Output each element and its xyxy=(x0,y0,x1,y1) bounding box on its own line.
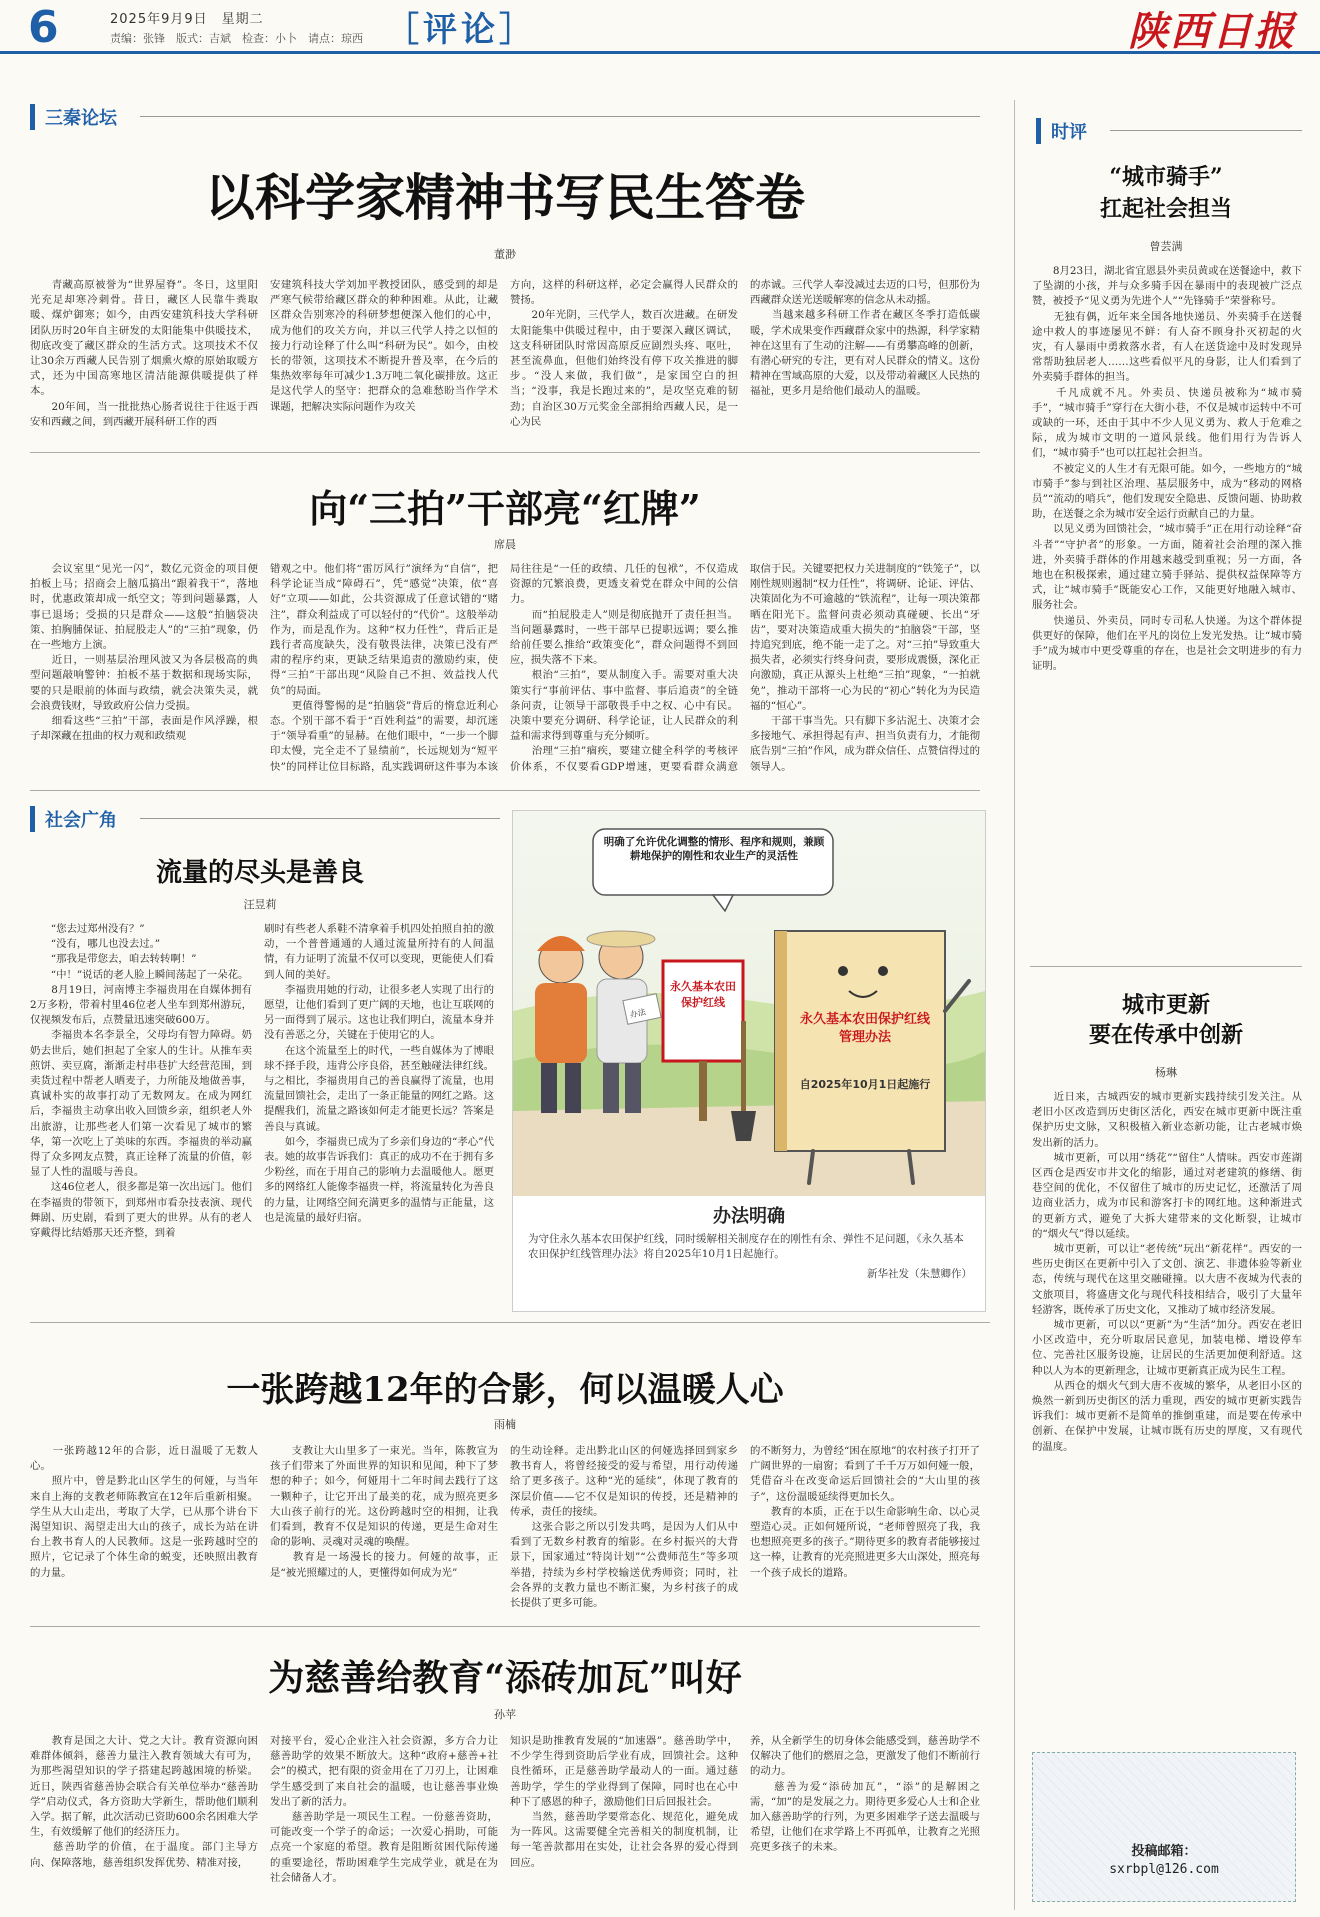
article2-byline: 席晨 xyxy=(494,538,516,551)
label-rule xyxy=(1110,130,1302,131)
side2-body: 近日来，古城西安的城市更新实践持续引发关注。从老旧小区改造到历史街区活化，西安在城市更新中既注重保护历史文脉，又积极植入新业态新功能，让古老城市焕发出新的活力。 城市更新，可以用“绣花”“留住”人情味。西安市莲湖区西仓是西安市井文化的缩影，通过对老建筑的修缮、街巷空间的优化，不仅留住了城市的历史记忆，还激活了周边商业活力，成为市民和游客打卡的网红地。这种渐进式的更新方式，避免了大拆大建带来的文化断裂，让城市的“烟火气”得以延续。 城市更新，可以让“老传统”玩出“新花样”。西安的一些历史街区在更新中引入了文创、演艺、非遗体验等新业态，传统与现代在这里交融碰撞。以大唐不夜城为代表的文旅项目，将盛唐文化与现代科技相结合，吸引了大量年轻游客，既传承了历史文化，又推动了城市经济发展。 城市更新，可以以“更新”为“生活”加分。西安在老旧小区改造中，充分听取居民意见，加装电梯、增设停车位、完善社区服务设施，让居民的生活更加便利舒适。这种以人为本的更新理念，让城市更新真正成为民生工程。 从西仓的烟火气到大唐不夜城的繁华，从老旧小区的焕然一新到历史街区的活力重现，西安的城市更新实践告诉我们：城市更新不是简单的推倒重建，而是要在传承中创新、在保护中发展，让城市既有历史的厚度，又有现代的温度。 xyxy=(1032,1091,1302,1453)
article1-col4: 的赤诚。三代学人奉没减过去迈的口号，但那份为西藏群众送光送暖解寒的信念从未动摇。 当越来越多科研工作者在藏区冬季打造低碳暖，学术成果变作西藏群众家中的热源，科学家精神在这里有了生动的注解——有勇攀高峰的创新，有潜心研究的专注，更有对人民群众的情义。这份精神在雪域高原的大爱，以及带动着藏区人民热的福祉，更多月是给他们最动人的温暖。 xyxy=(750,279,980,398)
submission-box xyxy=(1032,1752,1296,1902)
side2-byline: 杨琳 xyxy=(1155,1066,1177,1079)
farmer2-straw-hat xyxy=(587,931,655,947)
section-rule xyxy=(1030,966,1302,967)
farmer2-leg xyxy=(625,1063,641,1113)
article5-col3: 知识是助推教育发展的“加速器”。慈善助学中，不少学生得到资助后学业有成，回馈社会。这种良性循环，正是慈善助学最动人的一面。通过慈善助学，学生的学业得到了保障，同时也在心中种下了感恩的种子，激励他们日后回报社会。 当然，慈善助学要常态化、规范化，避免成为一阵风。这需要健全完善相关的制度机制，让每一笔善款都用在实处，让社会各界的爱心得到回应。 xyxy=(510,1735,738,1869)
article5-col1: 教育是国之大计、党之大计。教育资源向困难群体倾斜，慈善力量注入教育领域大有可为，为那些渴望知识的学子搭建起跨越困境的桥梁。近日，陕西省慈善协会联合有关单位举办“慈善助学”启动仪式，各方资助大学新生，帮助他们顺利入学。据了解，此次活动已资助600余名困难大学生，有效缓解了他们的经济压力。 慈善助学的价值，在于温度。部门主导方向、保障落地，慈善组织发挥优势、精准对接， xyxy=(30,1735,258,1869)
page-number: 6 xyxy=(28,2,59,53)
submission-email[interactable]: sxrbpl@126.com xyxy=(1109,1862,1219,1877)
book-date-text: 自2025年10月1日起施行 xyxy=(799,1078,931,1091)
book-eye-left xyxy=(838,966,848,976)
sign-text: 永久基本农田保护红线 xyxy=(670,980,736,1009)
column-divider xyxy=(1014,100,1015,1910)
article5-byline: 孙苹 xyxy=(494,1708,516,1721)
book-spine xyxy=(775,931,787,1151)
submission-label: 投稿邮箱： xyxy=(1131,1844,1197,1859)
article1-title: 以科学家精神书写民生答卷 xyxy=(205,168,805,227)
article1-byline: 董渺 xyxy=(494,248,516,261)
cartoon-title: 办法明确 xyxy=(713,1206,785,1227)
article5-col2: 对接平台，爱心企业注入社会资源，多方合力让慈善助学的效果不断放大。这种“政府+慈善+社会”的模式，把有限的资金用在了刀刃上，让困难学生感受到了来自社会的温暖，也让慈善事业焕发出了新的活力。 慈善助学是一项民生工程。一份慈善资助，可能改变一个学子的命运；一次爱心捐助，可能点亮一个家庭的希望。教育是阻断贫困代际传递的重要途径，帮助困难学生完成学业，就是在为社会储备人才。 xyxy=(270,1735,498,1884)
article4-col2: 支教让大山里多了一束光。当年，陈教宣为孩子们带来了外面世界的知识和见闻，种下了梦想的种子；如今，何娅用十二年时间去践行了这一颗种子，让它开出了最美的花，成为照亮更多大山孩子前行的光。这份跨越时空的相拥，让我们看到，教育不仅是知识的传递，更是生命对生命的影响、灵魂对灵魂的唤醒。 教育是一场漫长的接力。何娅的故事，正是“被光照耀过的人，更懂得如何成为光” xyxy=(270,1445,498,1579)
article2-col1: 会议室里“见光一闪”，数亿元资金的项目便拍板上马；招商会上脑瓜搞出“跟着我干”，落地时，优惠政策却成一纸空文；等到问题暴露，人事已退场；受损的只是群众——这般“拍脑袋决策、拍胸脯保证、拍屁股走人”的“三拍”现象，仍在一些地方上演。 近日，一则基层治理风波又为各层极高的典型问题敲响警钟：拍板不基于数据和现场实际，要的只是眼前的体面与政绩，就会决策失灵，就会浪费钱财，导致政府公信力受损。 细看这些“三拍”干部，表面是作风浮躁，根子却深藏在扭曲的权力观和政绩观 xyxy=(30,563,258,743)
paper-logo: 陕西日报 xyxy=(1128,8,1296,55)
article1-col3: 方向，这样的科研这样，必定会赢得人民群众的赞扬。 20年光阴，三代学人，数百次进藏。在研发太阳能集中供暖过程中，由于要深入藏区调试，这支科研团队时常因高原反应剧烈头疼、呕吐，甚至流鼻血，但他们始终没有停下攻关推进的脚步。“没人来做，我们做”，是家国空白的担当；“没事，我是长跑过来的”，是攻坚克难的韧劲；自治区30万元奖金全部捐给西藏人民，是一心为民 xyxy=(510,279,738,428)
side1-byline: 曾芸满 xyxy=(1149,240,1183,253)
book-title-text: 永久基本农田保护红线管理办法 xyxy=(799,1012,930,1045)
section-rule xyxy=(30,452,980,453)
article3-col1: “您去过郑州没有？” “没有，哪儿也没去过。” “那我是带您去，咱去转转啊！” “中！”说话的老人脸上瞬间荡起了一朵花。 8月19日，河南博主李福贵用在自媒体拥有2万多粉，带着村里46位老人坐车到郑州游玩，仅视频发布后，点赞量迅速突破600万。 李福贵本名李景全，父母均有智力障碍。奶奶去世后，她们担起了全家人的生计。从推车卖煎饼、卖豆腐，渐渐走村串巷扩大经营范围，到卖货过程中帮老人晒麦子，力所能及地做善事，真诚朴实的故事打动了无数网友。在成为网红后，李福贵主动拿出收入回馈乡亲，组织老人外出旅游，让那些老人们第一次看见了城市的繁华，第一次吃上了美味的东西。李福贵的举动赢得了众多网友点赞，真正诠释了流量的价值，彰显了人性的温暖与善良。 这46位老人，很多都是第一次出远门。他们在李福贵的带领下，到郑州市看杂技表演、现代舞剧、历史剧，看到了更大的世界。从有的老人穿戴得比结婚那天还齐整，到着 xyxy=(30,923,252,1240)
speech-text: 明确了允许优化调整的情形、程序和规则，兼顾耕地保护的刚性和农业生产的灵活性 xyxy=(603,836,825,862)
cartoon-drawing xyxy=(513,811,985,1196)
column-label-shehui: 社会广角 xyxy=(30,806,117,832)
article1-col1: 青藏高原被誉为“世界屋脊”。冬日，这里阳光充足却寒冷刺骨。昔日，藏区人民靠牛粪取暖、煤炉御寒；如今，由西安建筑科技大学科研团队历时20年自主研发的太阳能集中供暖技术，彻底改变了藏区群众的生活方式。这项技术不仅让30余万西藏人民告别了烟熏火燎的原始取暖方式，还为中国高寒地区清洁能源供暖提供了样本。 20年间，当一批批热心肠者说往于往返于西安和西藏之间，到西藏开展科研工作的西 xyxy=(30,279,258,428)
section-title: ［评论］ xyxy=(385,10,537,50)
article5-title: 为慈善给教育“添砖加瓦”叫好 xyxy=(268,1657,742,1699)
masthead xyxy=(0,0,1320,54)
column-label-sanqin: 三秦论坛 xyxy=(30,104,117,130)
label-rule xyxy=(140,818,500,819)
shovel-handle xyxy=(741,1021,746,1111)
article2-col2: 错观之中。他们将“雷厉风行”演绎为“自信”，把科学论证当成“障碍石”，凭“感觉”决策，依“喜好”立项——如此，公共资源成了任意试错的“赌注”，群众利益成了可以轻付的“代价”。这般举动作为，而是乱作为。这种“权力任性”，背后正是践行者高度缺失，没有敬畏法律，决策已没有严肃的程序约束，更缺乏结果追责的激励约束，使得“三拍”干部出现“风险自己不担、效益找人代负”的局面。 更值得警惕的是“拍脑袋”背后的惰怠近利心态。个别干部不看于“百姓利益”的需要，却沉迷于“领导看重”的显赫。在他们眼中，“一步一个脚印太慢，完全走不了显绩前”，长远规划为“短平快”的同样让位目标路，乱实践调研这件事为本该 xyxy=(270,563,498,773)
farmer2-leg xyxy=(603,1063,619,1113)
article4-col3: 的生动诠释。走出黔北山区的何娅选择回到家乡教书育人，将曾经接受的爱与希望，用行动传递给了更多孩子。这种“光的延续”，体现了教育的深层价值——它不仅是知识的传授，还是精神的传承，责任的接续。 这张合影之所以引发共鸣，是因为人们从中看到了无数乡村教育的缩影。在乡村振兴的大背景下，国家通过“特岗计划”“公费师范生”等多项举措，持续为乡村学校输送优秀师资；同时，社会各界的支教力量也不断汇聚，为乡村孩子的成长提供了更多可能。 xyxy=(510,1445,738,1610)
cartoon-credit: 新华社发（朱慧卿作） xyxy=(867,1268,972,1280)
cartoon-caption: 为守住永久基本农田保护红线，同时缓解相关制度存在的刚性有余、弹性不足问题，《永久基本农田保护红线管理办法》将自2025年10月1日起施行。 xyxy=(528,1233,964,1260)
farmer1-body xyxy=(535,983,587,1063)
article2-title: 向“三拍”干部亮“红牌” xyxy=(309,486,701,531)
book-eye-right xyxy=(878,966,888,976)
side2-title-line2: 要在传承中创新 xyxy=(1088,1022,1243,1048)
article4-col1: 一张跨越12年的合影，近日温暖了无数人心。 照片中，曾是黔北山区学生的何娅，与当年来自上海的支教老师陈教宣在12年后重新相聚。学生从大山走出，考取了大学，已从那个讲台下渴望知识、渴望走出大山的孩子，成长为站在讲台上教书育人的人民教师。这是一张跨越时空的照片，它记录了个体生命的蜕变，还映照出教育的力量。 xyxy=(30,1445,258,1579)
article2-col4: 取信于民。关键要把权力关进制度的“铁笼子”，以刚性规则遏制“权力任性”，将调研、论证、评估、决策固化为不可逾越的“铁流程”，让每一项决策都晒在阳光下。监督问责必须动真碰硬、长出“牙齿”，要对决策造成重大损失的“拍脑袋”干部，坚持追究到底，绝不能一走了之。对“三拍”导致重大损失者，必须实行终身问责，要形成震慑，深化正向激励，真正从源头上杜绝“三拍”现象，“一拍就免”，推动干部将一心为民的“初心”转化为为民造福的“恒心”。 干部干事当先。只有脚下多沾泥土、决策才会多接地气、承担得起有声、担当负责有力，才能彻底告别“三拍”作风，成为群众信任、点赞信得过的领导人。 xyxy=(750,563,980,773)
farmer1-leg xyxy=(565,1063,581,1113)
article2-col3: 局往往是“一任的政绩、几任的包袱”，不仅造成资源的冗繁浪费，更透支着党在群众中间的公信力。 而“拍屁股走人”则是彻底抛开了责任担当。当问题暴露时，一些干部早已提职远调；要么推给前任要么推给“政策变化”，群众问题得不到回应，损失落不下来。 根治“三拍”，要从制度入手。需要对重大决策实行“事前评估、事中监督、事后追责”的全链条问责，让领导干部敬畏手中之权、心中有民。决策中要充分调研、科学论证，让人民群众的利益和需求得到尊重与充分倾听。 治理“三拍”痼疾，要建立健全科学的考核评价体系，不仅要看GDP增速，更要看群众满意 xyxy=(510,563,738,773)
farmer1-leg xyxy=(541,1063,557,1113)
article3-byline: 汪昱莉 xyxy=(243,898,277,911)
sign-post xyxy=(699,1061,707,1121)
side1-title-line1: “城市骑手” xyxy=(1109,164,1223,190)
section-rule xyxy=(30,1626,980,1627)
document-label: 办法 xyxy=(629,1007,647,1020)
article4-byline: 雨楠 xyxy=(494,1418,516,1431)
article4-title: 一张跨越12年的合影，何以温暖人心 xyxy=(226,1370,784,1410)
side1-title-line2: 扛起社会担当 xyxy=(1099,196,1232,222)
article1-col2: 安建筑科技大学刘加平教授团队，感受到的却是严寒气候带给藏区群众的种种困难。从此，让藏区群众告别寒冷的科研梦想便深入他们的心中，成为他们的攻关方向，并以三代学人持之以恒的接力行动诠释了什么叫“科研为民”。如今，由校长的带领，这项技术不断提升普及率，在今后的集热效率每年可减少1.3万吨二氧化碳排放。这正是这代学人的坚守：把群众的急难愁盼当作学术课题，把解决实际问题作为攻关 xyxy=(270,279,498,413)
section-rule xyxy=(30,790,980,791)
article4-col4: 的不断努力，为曾经“困在原地”的农村孩子打开了广阔世界的一扇窗；看到了千千万万如何娅一般，凭借奋斗在改变命运后回馈社会的“大山里的孩子”，这份温暖延续得更加长久。 教育的本质，正在于以生命影响生命、以心灵塑造心灵。正如何娅所说，“老师曾照亮了我，我也想照亮更多的孩子。”期待更多的教育者能够接过这一棒，让教育的光亮照进更多大山深处，照亮每一个孩子成长的道路。 xyxy=(750,1445,980,1579)
column-label-shiping: 时评 xyxy=(1036,118,1087,144)
side1-body: 8月23日，湖北省宜恩县外卖员黄或在送餐途中，救下了坠湖的小孩，并与众多骑手因在暴雨中的表现被广泛点赞，被授予“见义勇为先进个人”“先锋骑手”荣誉称号。 无独有偶，近年来全国各地快递员、外卖骑手在送餐途中救人的事迹屡见不鲜：有人奋不顾身扑灭初起的火灾，有人暴雨中勇救落水者，有人在送货途中及时发现异常帮助独居老人……这些看似平凡的身影，让人们看到了外卖骑手群体的担当。 千凡成就不凡。外卖员、快递员被称为“城市骑手”，“城市骑手”穿行在大街小巷，不仅是城市运转中不可或缺的一环，还由于其中不少人见义勇为、救人于危难之际，成为城市文明的一道风景线。他们用行为告诉人们，“城市骑手”也可以扛起社会担当。 不被定义的人生才有无限可能。如今，一些地方的“城市骑手”参与到社区治理、基层服务中，成为“移动的网格员”“流动的哨兵”，他们发现安全隐患、反馈问题、协助救助，在送餐之余为城市安全运行贡献自己的力量。 以见义勇为回馈社会，“城市骑手”正在用行动诠释“奋斗者”“守护者”的形象。一方面，随着社会治理的深入推进，外卖骑手群体的作用越来越受到重视；另一方面，各地也在积极探索，通过建立骑手驿站、提供权益保障等方式，让“城市骑手”既能安心工作，又能更好地融入城市、服务社会。 快递员、外卖员，同时专司私人快递。为这个群体提供更好的保障，他们在平凡的岗位上发光发热。让“城市骑手”成为城市中更受尊重的存在，也是社会文明进步的有力证明。 xyxy=(1032,265,1302,673)
issue-date: 2025年9月9日 星期二 xyxy=(110,12,264,27)
article3-title: 流量的尽头是善良 xyxy=(155,858,364,888)
label-rule xyxy=(140,116,980,117)
side2-title-line1: 城市更新 xyxy=(1121,992,1210,1018)
section-rule xyxy=(30,1322,990,1323)
article3-col2: 刷时有些老人系鞋不清拿着手机四处拍照自拍的激动，一个普普通通的人通过流量所持有的人间温情，有力证明了流量不仅可以变现，更能使人们看到人间的美好。 李福贵用她的行动，让很多老人实现了出行的愿望，让他们看到了更广阔的天地，也让互联网的另一面得到了展示。这也让我们明白，流量本身并没有善恶之分，关键在于使用它的人。 在这个流量至上的时代，一些自媒体为了博眼球不择手段，违背公序良俗，甚至触碰法律红线。与之相比，李福贵用自己的善良赢得了流量，也用流量回馈社会，走出了一条正能量的网红之路。这提醒我们，流量之路该如何走才能更长远？答案是善良与真诚。 如今，李福贵已成为了乡亲们身边的“孝心”代表。她的故事告诉我们：真正的成功不在于拥有多少粉丝，而在于用自己的影响力去温暖他人。愿更多的网络红人能像李福贵一样，将流量转化为善良的力量，让网络空间充满更多的温情与正能量，这也是流量的最好归宿。 xyxy=(264,923,494,1224)
staff-credits: 责编：张锋 版式：吉斌 检查：小卜 请点：琼西 xyxy=(110,32,363,45)
article5-col4: 养，从全新学生的切身体会能感受到，慈善助学不仅解决了他们的燃眉之急，更激发了他们不断前行的动力。 慈善为爱“添砖加瓦”，“添”的是解困之需，“加”的是发展之力。期待更多爱心人士和企业加入慈善助学的行列，为更多困难学子送去温暖与希望，让他们在求学路上不再孤单，让教育之光照亮更多孩子的未来。 xyxy=(750,1735,980,1854)
